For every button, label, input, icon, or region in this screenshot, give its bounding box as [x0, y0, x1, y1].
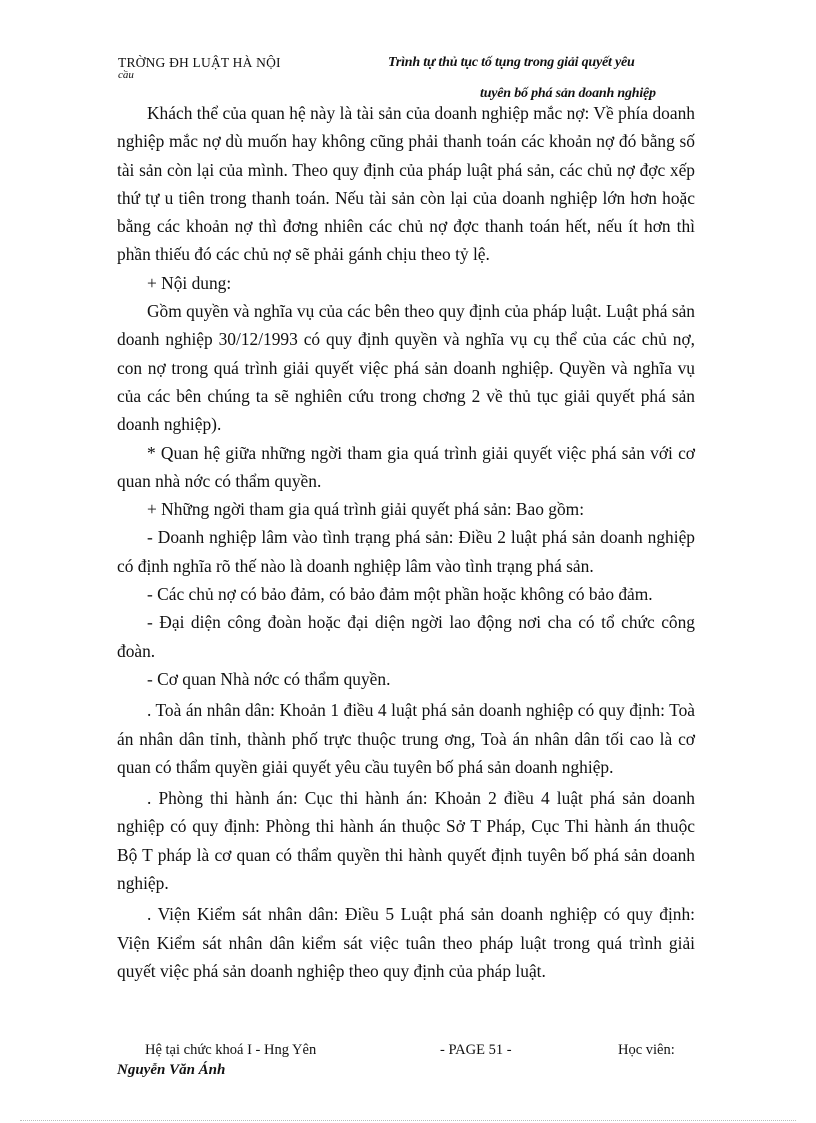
paragraph-object: Khách thể của quan hệ này là tài sản của doanh nghiệp mắc nợ: Về phía doanh nghiệp mắc nợ dù muốn hay không cũng phải thanh toán các khoản nợ đó bằng số tài sản còn lại của mình. Theo quy định của pháp luật phá sản, các chủ nợ đợc xếp thứ tự u tiên trong thanh toán. Nếu tài sản còn lại của doanh nghiệp lớn hơn hoặc bằng các khoản nợ thì đơng nhiên các chủ nợ đợc thanh toán hết, nếu ít hơn thì phần thiếu đó các chủ nợ sẽ phải gánh chịu theo tỷ lệ. [117, 103, 695, 265]
paragraph-creditors: - Các chủ nợ có bảo đảm, có bảo đảm một phần hoặc không có bảo đảm. [147, 584, 653, 605]
document-body [117, 99, 695, 985]
paragraph-enterprise: - Doanh nghiệp lâm vào tình trạng phá sản: Điều 2 luật phá sản doanh nghiệp có định nghĩa rõ thế nào là doanh nghiệp lâm vào tình trạng phá sản. [117, 527, 695, 576]
footer-page-number: - PAGE 51 - [440, 1042, 512, 1058]
paragraph-procuracy: . Viện Kiểm sát nhân dân: Điều 5 Luật phá sản doanh nghiệp có quy định: Viện Kiểm sát nhân dân kiểm sát việc tuân theo pháp luật trong quá trình giải quyết việc phá sản doanh nghiệp theo quy định của pháp luật. [117, 904, 695, 981]
header-title: Trình tự thủ tục tố tụng trong giải quyết yêu [388, 55, 635, 70]
page-bottom-divider [20, 1120, 796, 1121]
footer-student-name: Nguyễn Văn Ánh [117, 1062, 226, 1078]
header-school-continued: cầu [118, 69, 134, 81]
footer-course: Hệ tại chức khoá I - Hng Yên [145, 1042, 317, 1058]
paragraph-relationship: * Quan hệ giữa những ngời tham gia quá trình giải quyết việc phá sản với cơ quan nhà nớc có thẩm quyền. [117, 442, 695, 491]
paragraph-enforcement: . Phòng thi hành án: Cục thi hành án: Khoản 2 điều 4 luật phá sản doanh nghiệp có quy định: Phòng thi hành án thuộc Sở T Pháp, Cục Thi hành án thuộc Bộ T pháp là cơ quan có thẩm quyền thi hành quyết định tuyên bố phá sản doanh nghiệp. [117, 788, 695, 894]
paragraph-participants: + Những ngời tham gia quá trình giải quyết phá sản: Bao gồm: [147, 499, 585, 520]
footer-student-label: Học viên: [618, 1042, 675, 1058]
paragraph-court: . Toà án nhân dân: Khoản 1 điều 4 luật phá sản doanh nghiệp có quy định: Toà án nhân dân tỉnh, thành phố trực thuộc trung ơng, Toà án nhân dân tối cao là cơ quan có thẩm quyền giải quyết yêu cầu tuyên bố phá sản doanh nghiệp. [117, 700, 695, 777]
paragraph-rights-duties: Gồm quyền và nghĩa vụ của các bên theo quy định của pháp luật. Luật phá sản doanh nghiệp 30/12/1993 có quy định quyền và nghĩa vụ cụ thể của các chủ nợ, con nợ trong quá trình giải quyết việc phá sản doanh nghiệp. Quyền và nghĩa vụ của các bên chúng ta sẽ nghiên cứu trong chơng 2 về thủ tục giải quyết phá sản doanh nghiệp). [117, 301, 695, 435]
header-title-continued: tuyên bố phá sản doanh nghiệp [480, 86, 656, 101]
header-school: TRỜNG ĐH LUẬT HÀ NỘI [118, 55, 281, 70]
paragraph-union: - Đại diện công đoàn hoặc đại diện ngời lao động nơi cha có tổ chức công đoàn. [117, 612, 695, 661]
paragraph-state-agency: - Cơ quan Nhà nớc có thẩm quyền. [147, 668, 391, 689]
paragraph-content-heading: + Nội dung: [147, 272, 232, 293]
